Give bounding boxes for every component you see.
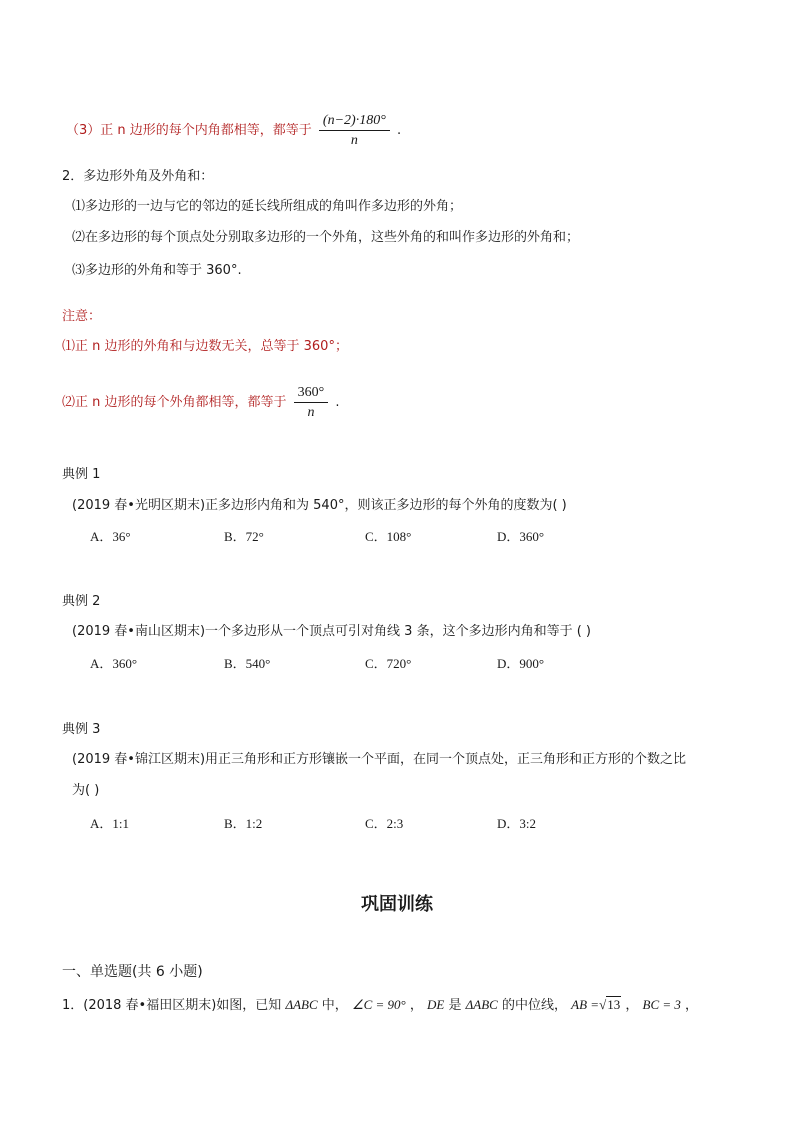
- section-2-item-2: ⑵在多边形的每个顶点处分别取多边形的一个外角，这些外角的和叫作多边形的外角和；: [72, 230, 580, 245]
- interior-angle-note: [66, 112, 401, 149]
- fraction-numerator: 360°: [294, 384, 329, 403]
- q1-prefix: 1．(2018 春•福田区期末)如图，已知: [62, 998, 282, 1013]
- example-2-question: (2019 春•南山区期末)一个多边形从一个顶点可引对角线 3 条，这个多边形内角和等于 ( ): [72, 624, 591, 639]
- q1-text: ，: [409, 998, 423, 1013]
- exterior-angle-fraction: [294, 384, 329, 421]
- interior-note-prefix: （3）正 n 边形的每个内角都相等，都等于: [66, 123, 312, 138]
- section-2-item-1: ⑴多边形的一边与它的邻边的延长线所组成的角叫作多边形的外角；: [72, 199, 463, 214]
- example-1-option-b: B．72°: [224, 529, 264, 544]
- example-2-option-c: C．720°: [365, 656, 412, 671]
- example-3-option-c: C．2:3: [365, 816, 404, 831]
- sqrt-icon: √: [599, 997, 607, 1012]
- example-3-question-line-1: (2019 春•锦江区期末)用正三角形和正方形镶嵌一个平面，在同一个顶点处，正三角形和正方形的个数之比: [72, 752, 687, 767]
- section-2-item-3: ⑶多边形的外角和等于 360°.: [72, 263, 242, 278]
- example-3-option-b: B．1:2: [224, 816, 263, 831]
- example-1-option-a: A．36°: [90, 529, 131, 544]
- q1-text: ，: [625, 998, 639, 1013]
- example-2-option-a: A．360°: [90, 656, 138, 671]
- example-1-option-d: D．360°: [497, 529, 545, 544]
- note-item-2-suffix: .: [335, 395, 340, 410]
- example-1-question: (2019 春•光明区期末)正多边形内角和为 540°，则该正多边形的每个外角的度数为( ): [72, 498, 567, 513]
- q1-text: 的中位线，: [502, 998, 568, 1013]
- example-2-label: 典例 2: [62, 594, 101, 609]
- interior-note-suffix: .: [396, 123, 402, 138]
- example-3-option-a: A．1:1: [90, 816, 130, 831]
- example-3-label: 典例 3: [62, 722, 101, 737]
- q1-segment-de: DE: [427, 997, 445, 1012]
- q1-text: 是: [448, 998, 462, 1013]
- example-2-option-d: D．900°: [497, 656, 545, 671]
- q1-bc: BC = 3: [642, 997, 681, 1012]
- note-item-1: ⑴正 n 边形的外角和与边数无关，总等于 360°；: [62, 339, 348, 354]
- interior-angle-fraction: [319, 112, 390, 149]
- note-label: 注意：: [62, 309, 102, 324]
- q1-triangle: ΔABC: [285, 997, 318, 1012]
- q1-triangle: ΔABC: [465, 997, 498, 1012]
- q1-ab: AB =: [571, 997, 600, 1012]
- q1-sqrt-value: 13: [607, 997, 621, 1012]
- section-2-heading: 2．多边形外角及外角和：: [62, 169, 214, 184]
- fraction-numerator: (n−2)·180°: [319, 112, 390, 131]
- example-3-question-line-2: 为( ): [72, 783, 100, 798]
- example-2-option-b: B．540°: [224, 656, 271, 671]
- example-1-option-c: C．108°: [365, 529, 412, 544]
- fraction-denominator: n: [350, 133, 358, 148]
- question-1: [62, 996, 698, 1015]
- single-choice-section-heading: 一、单选题(共 6 小题): [62, 964, 203, 980]
- q1-angle: ∠C = 90°: [351, 997, 406, 1012]
- q1-suffix: ，: [685, 998, 699, 1013]
- q1-text: 中，: [321, 998, 348, 1013]
- note-item-2-prefix: ⑵正 n 边形的每个外角都相等，都等于: [62, 395, 287, 410]
- note-item-2: [62, 384, 340, 421]
- fraction-denominator: n: [307, 405, 315, 420]
- example-1-label: 典例 1: [62, 467, 101, 482]
- consolidation-title: 巩固训练: [361, 894, 433, 915]
- example-3-option-d: D．3:2: [497, 816, 537, 831]
